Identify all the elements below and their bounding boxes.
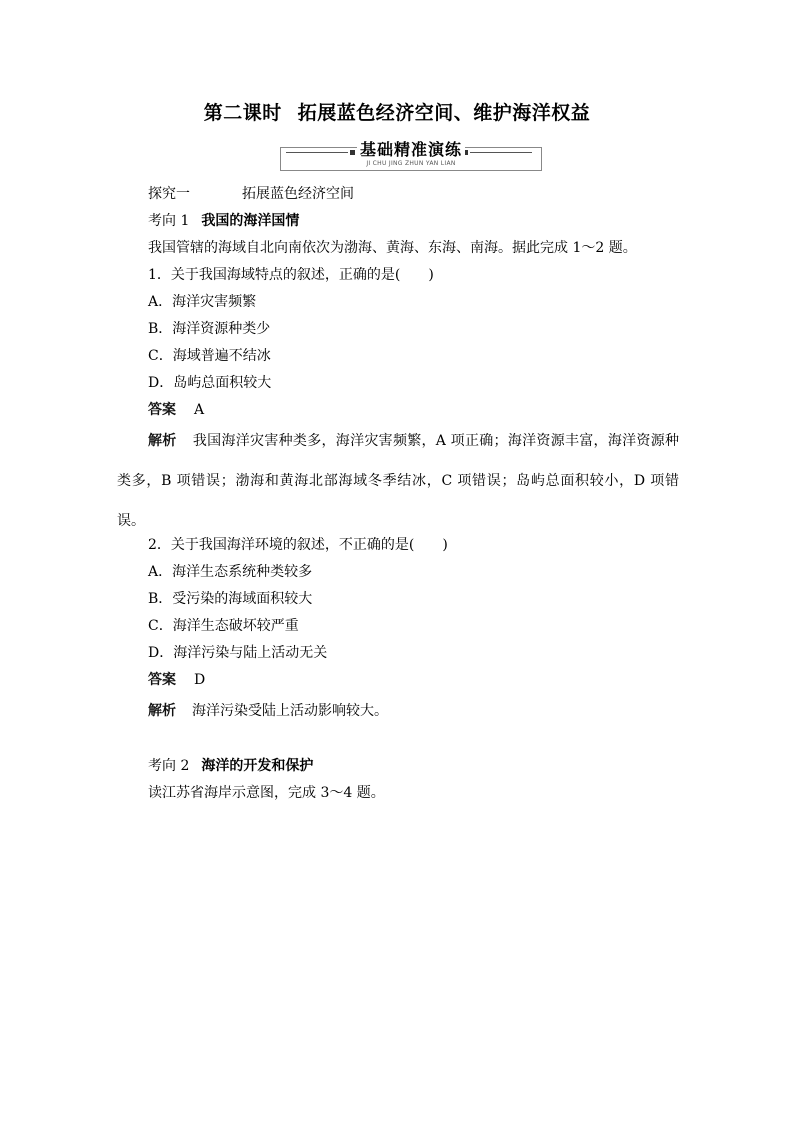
direction-2-heading <box>148 756 313 776</box>
answer-label: 答案 <box>148 672 176 688</box>
answer-label: 答案 <box>148 402 176 418</box>
section-label: 探究一 <box>148 186 190 202</box>
section-banner <box>280 138 542 172</box>
question-2-stem: 2．关于我国海洋环境的叙述，不正确的是( ) <box>148 537 448 553</box>
question-2-option-c: C．海洋生态破坏较严重 <box>148 618 299 634</box>
section-heading <box>148 184 354 204</box>
analysis-text: 我国海洋灾害种类多，海洋灾害频繁，A 项正确；海洋资源丰富，海洋资源种类多，B 项错误；渤海和黄海北部海域冬季结冰，C 项错误；岛屿总面积较小，D 项错误。 <box>117 433 680 529</box>
question-1-option-b: B．海洋资源种类少 <box>148 321 271 337</box>
direction-1-title: 我国的海洋国情 <box>201 213 300 229</box>
intro-2: 读江苏省海岸示意图，完成 3～4 题。 <box>148 785 385 801</box>
direction-1-label: 考向 1 <box>148 213 190 229</box>
analysis-label: 解析 <box>148 703 176 719</box>
lesson-number: 第二课时 <box>203 102 282 124</box>
question-1-option-a: A．海洋灾害频繁 <box>148 294 257 310</box>
banner-pinyin: JI CHU JING ZHUN YAN LIAN <box>366 160 456 167</box>
question-2-option-a: A．海洋生态系统种类较多 <box>148 564 313 580</box>
question-1-answer <box>148 400 204 420</box>
question-2-analysis <box>148 701 388 721</box>
question-2-option-b: B．受污染的海域面积较大 <box>148 591 313 607</box>
direction-1-heading <box>148 211 299 231</box>
question-1-stem: 1．关于我国海域特点的叙述，正确的是( ) <box>148 267 434 283</box>
question-1-analysis <box>117 421 679 541</box>
banner-rule-right <box>470 152 532 153</box>
direction-2-label: 考向 2 <box>148 758 190 774</box>
banner-dot-left <box>350 150 355 155</box>
lesson-title <box>0 98 794 125</box>
analysis-text: 海洋污染受陆上活动影响较大。 <box>192 703 388 719</box>
section-title: 拓展蓝色经济空间 <box>242 186 354 202</box>
intro-1: 我国管辖的海域自北向南依次为渤海、黄海、东海、南海。据此完成 1～2 题。 <box>148 240 637 256</box>
question-1-option-d: D．岛屿总面积较大 <box>148 375 272 391</box>
banner-label: 基础精准演练 <box>357 138 465 162</box>
analysis-label: 解析 <box>148 433 177 449</box>
answer-value: A <box>194 402 205 418</box>
direction-2-title: 海洋的开发和保护 <box>201 758 314 774</box>
question-2-option-d: D．海洋污染与陆上活动无关 <box>148 645 328 661</box>
banner-rule-left <box>286 152 348 153</box>
lesson-topic: 拓展蓝色经济空间、维护海洋权益 <box>297 102 591 124</box>
question-1-option-c: C．海域普遍不结冰 <box>148 348 271 364</box>
question-2-answer <box>148 670 205 690</box>
answer-value: D <box>194 672 206 688</box>
